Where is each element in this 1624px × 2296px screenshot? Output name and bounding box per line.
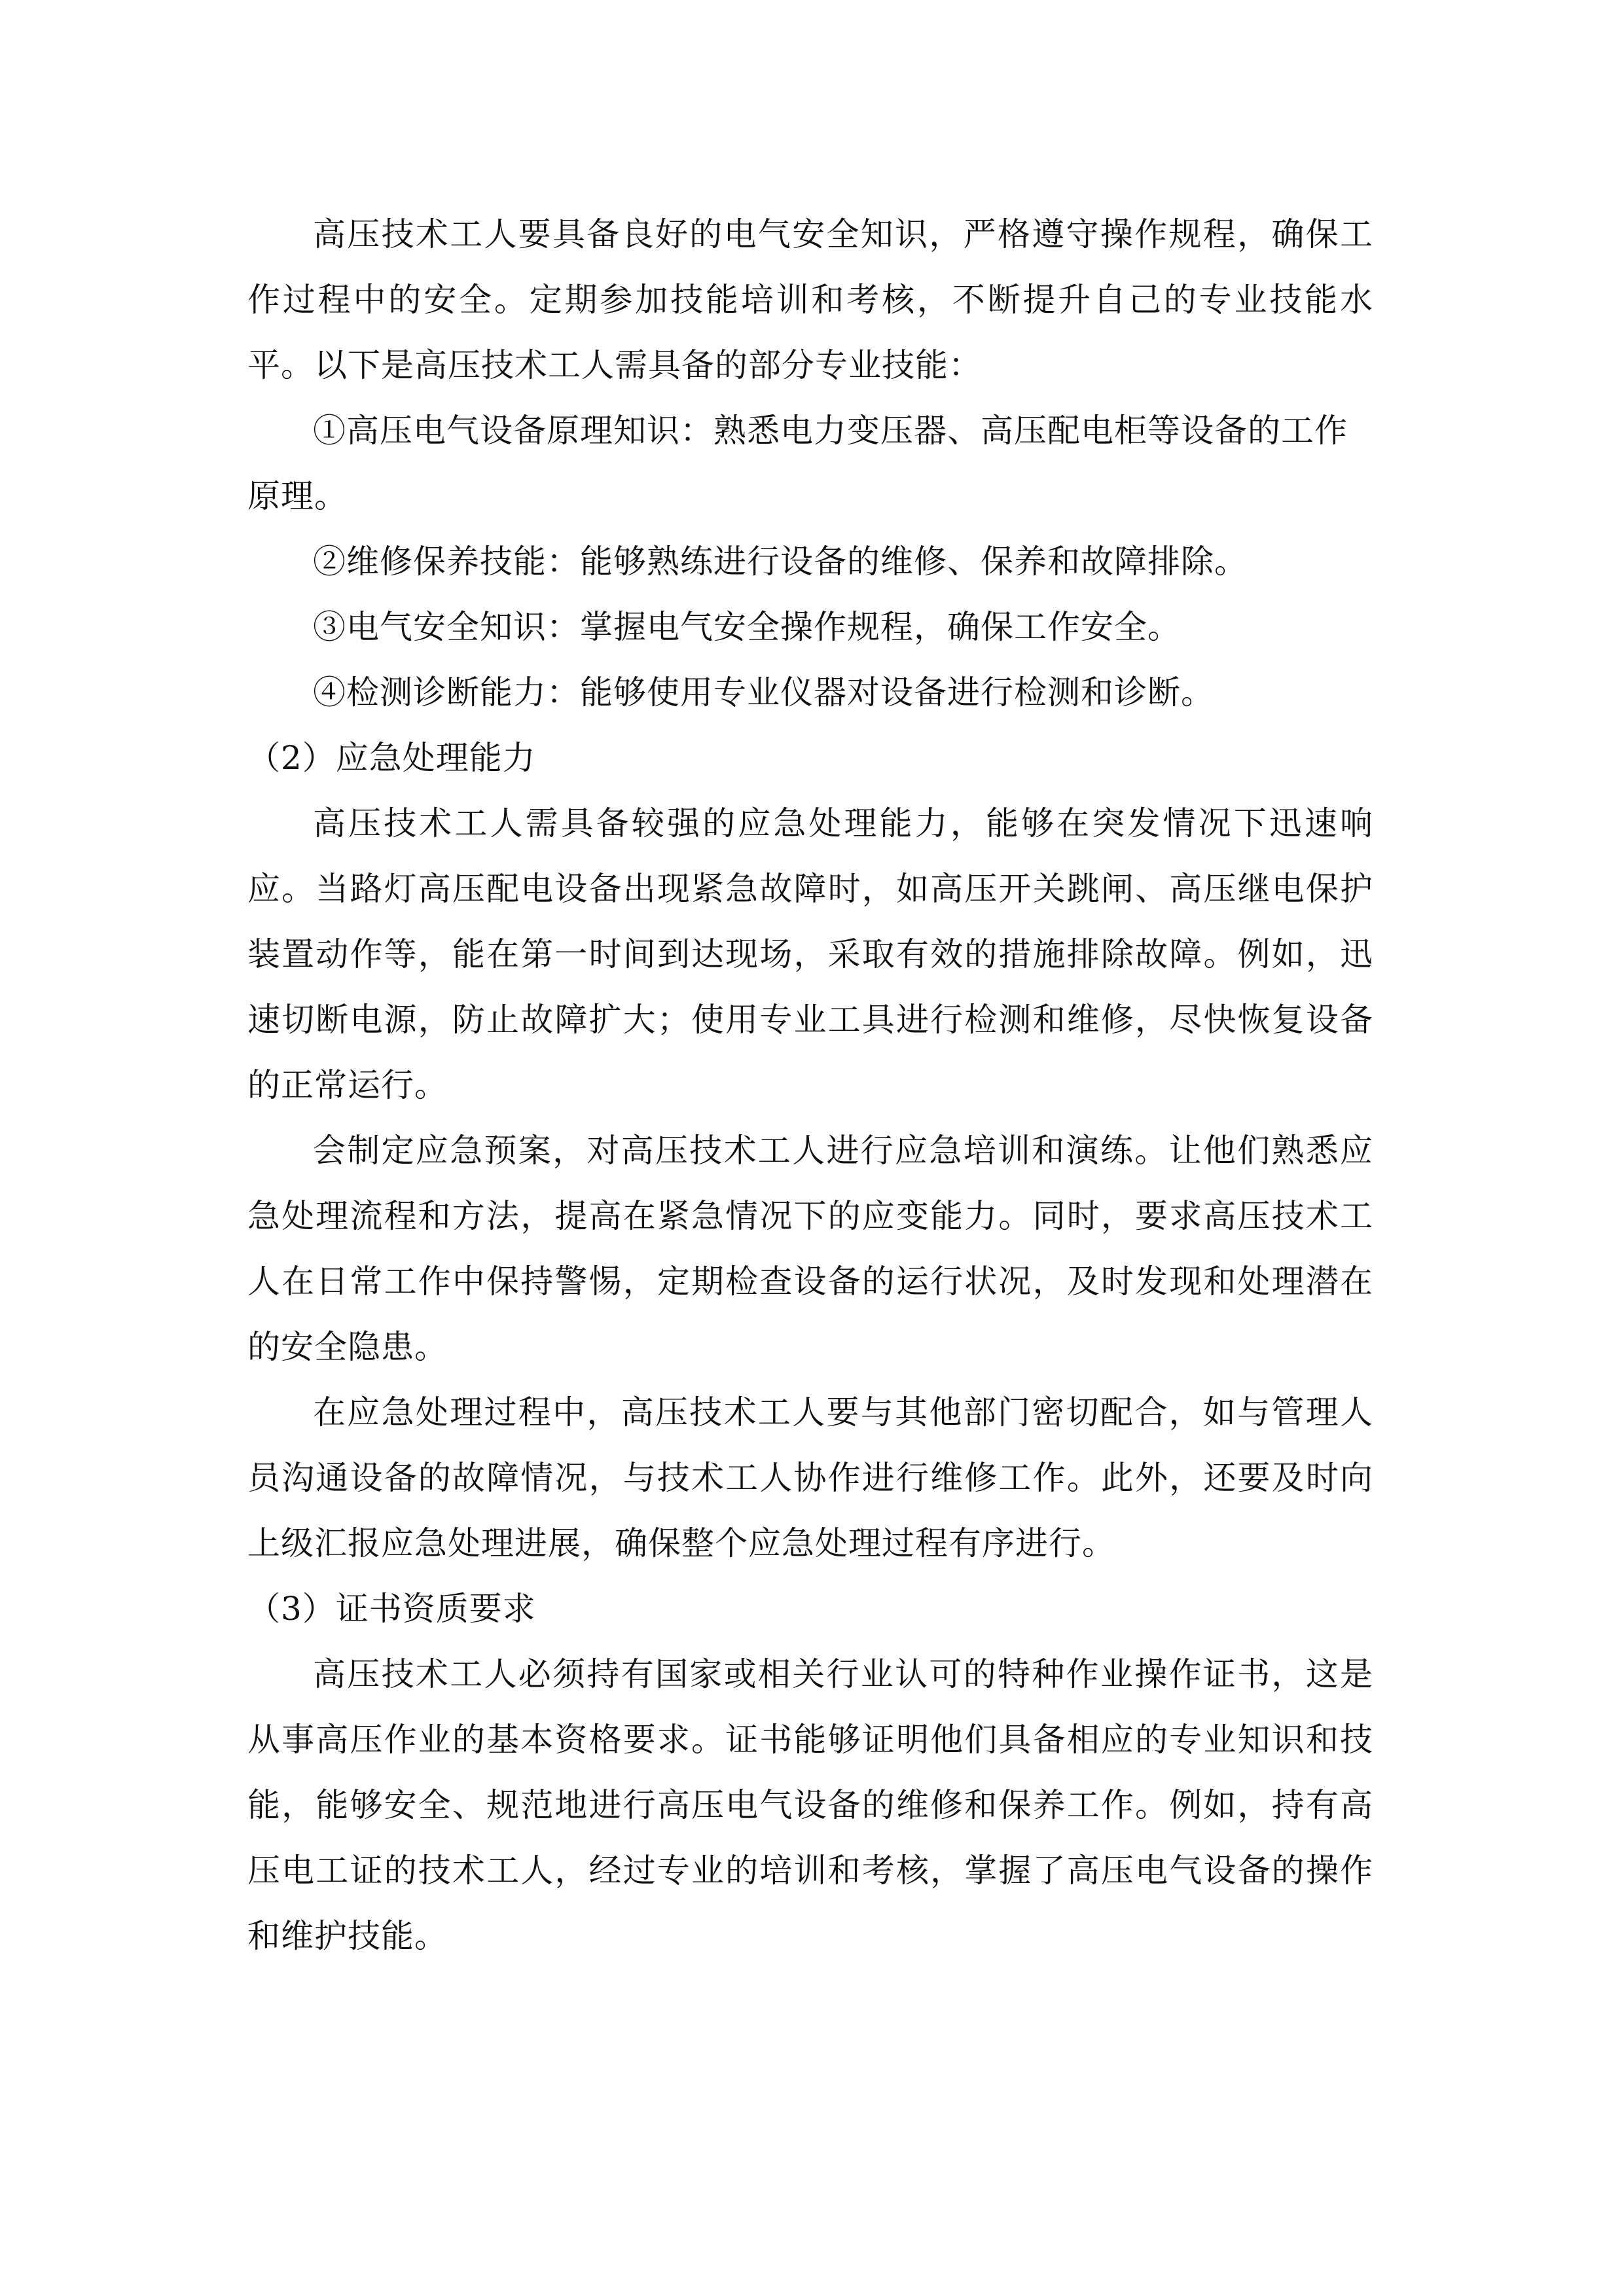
skill-item-electrical-safety: ③电气安全知识：掌握电气安全操作规程，确保工作安全。 [313,608,1181,646]
paragraph-emergency-plan: 会制定应急预案，对高压技术工人进行应急培训和演练。让他们熟悉应急处理流程和方法，提高在紧急情况下的应变能力。同时，要求高压技术工人在日常工作中保持警惕，定期检查设备的运行状况，及时发现和处理潜在的安全隐患。 [247,1132,1373,1366]
skill-item-maintenance: ②维修保养技能：能够熟练进行设备的维修、保养和故障排除。 [313,543,1248,581]
paragraph-certification-requirements: 高压技术工人必须持有国家或相关行业认可的特种作业操作证书，这是从事高压作业的基本资格要求。证书能够证明他们具备相应的专业知识和技能，能够安全、规范地进行高压电气设备的维修和保养工作。例如，持有高压电工证的技术工人，经过专业的培训和考核，掌握了高压电气设备的操作和维护技能。 [247,1655,1373,1955]
paragraph-emergency-response: 高压技术工人需具备较强的应急处理能力，能够在突发情况下迅速响应。当路灯高压配电设备出现紧急故障时，如高压开关跳闸、高压继电保护装置动作等，能在第一时间到达现场，采取有效的措施排除故障。例如，迅速切断电源，防止故障扩大；使用专业工具进行检测和维修，尽快恢复设备的正常运行。 [247,804,1373,1104]
skill-item-equipment-principles: ①高压电气设备原理知识：熟悉电力变压器、高压配电柜等设备的工作原理。 [247,412,1348,515]
section-heading-certification: （3）证书资质要求 [247,1590,536,1628]
skill-item-detection-diagnosis: ④检测诊断能力：能够使用专业仪器对设备进行检测和诊断。 [313,673,1214,711]
paragraph-emergency-cooperation: 在应急处理过程中，高压技术工人要与其他部门密切配合，如与管理人员沟通设备的故障情况，与技术工人协作进行维修工作。此外，还要及时向上级汇报应急处理进展，确保整个应急处理过程有序进行。 [247,1393,1373,1562]
document-body [247,202,1373,1969]
paragraph-required-skills-intro: 高压技术工人要具备良好的电气安全知识，严格遵守操作规程，确保工作过程中的安全。定期参加技能培训和考核，不断提升自己的专业技能水平。以下是高压技术工人需具备的部分专业技能： [247,215,1373,384]
section-heading-emergency-handling: （2）应急处理能力 [247,739,536,777]
